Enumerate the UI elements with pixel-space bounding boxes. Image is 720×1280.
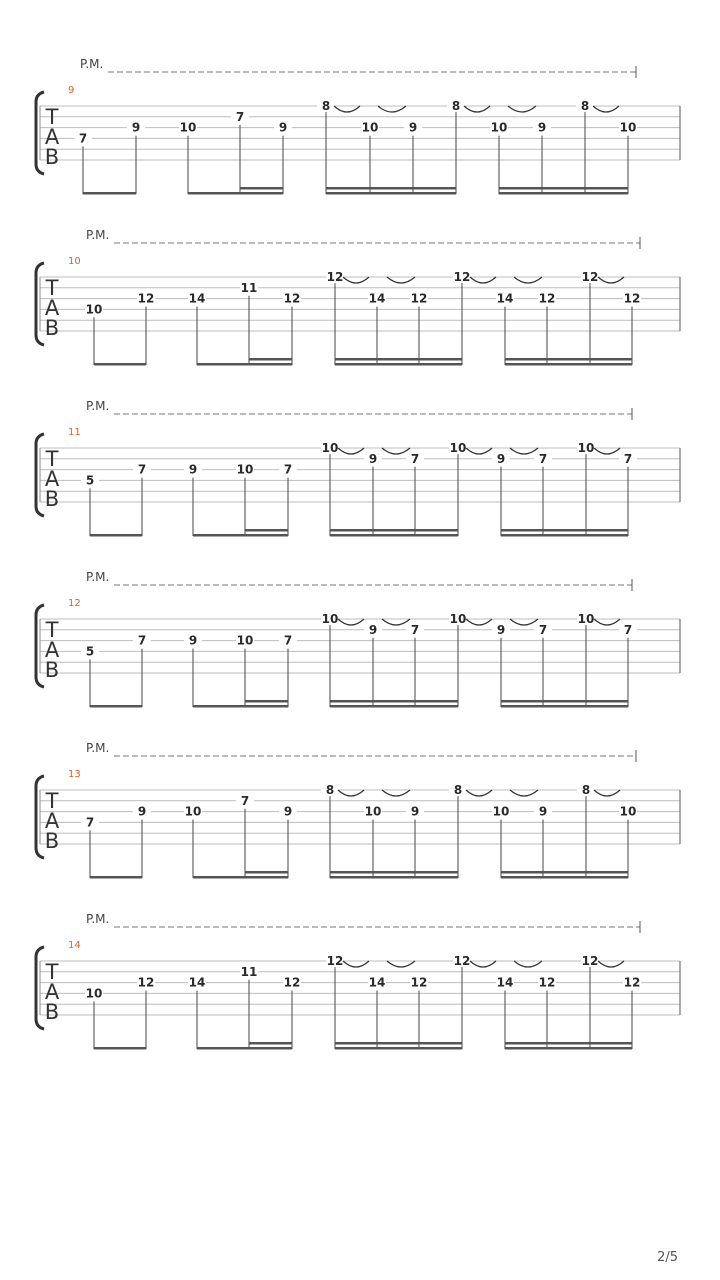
measure-number: 13 (68, 769, 81, 780)
fret-number: 7 (410, 622, 420, 637)
measure-number: 11 (68, 427, 81, 438)
beam (326, 192, 456, 195)
fret-number: 10 (236, 462, 254, 477)
fret-number: 9 (368, 622, 378, 637)
tie-arc (598, 961, 624, 967)
beam-secondary (335, 1042, 462, 1045)
fret-number: 10 (184, 804, 202, 819)
palm-mute-label: P.M. (80, 57, 104, 71)
beam (501, 705, 628, 708)
fret-number: 12 (326, 954, 344, 968)
beam-secondary (335, 358, 462, 361)
beam (197, 1047, 292, 1050)
tab-clef-letter: A (44, 467, 60, 491)
fret-number: 7 (623, 451, 633, 466)
measure-number: 12 (68, 598, 81, 609)
tie-arc (338, 619, 364, 625)
fret-number: 12 (137, 291, 155, 306)
tie-arc (598, 277, 624, 283)
tab-clef-letter: T (45, 276, 59, 300)
fret-number: 7 (623, 622, 633, 637)
tie-arc (378, 106, 406, 112)
tab-clef-letter: A (44, 638, 60, 662)
tie-arc (343, 277, 369, 283)
fret-number: 7 (283, 633, 293, 648)
fret-number: 9 (131, 120, 141, 135)
fret-number: 7 (538, 622, 548, 637)
fret-number: 12 (581, 270, 599, 284)
fret-number: 7 (283, 462, 293, 477)
fret-number: 10 (449, 612, 467, 626)
fret-number: 8 (580, 99, 590, 113)
tab-system (36, 912, 680, 1050)
beam-secondary (330, 700, 458, 703)
fret-number: 8 (581, 783, 591, 797)
tie-arc (334, 106, 360, 112)
beam-secondary (326, 187, 456, 190)
beam-secondary (245, 700, 288, 703)
tab-clef-letter: B (44, 829, 60, 853)
tab-clef-letter: A (44, 125, 60, 149)
tie-arc (466, 619, 492, 625)
beam-secondary (330, 529, 458, 532)
beam (501, 534, 628, 537)
tie-arc (382, 790, 410, 796)
fret-number: 7 (410, 451, 420, 466)
fret-number: 12 (623, 975, 641, 990)
fret-number: 11 (240, 964, 258, 979)
fret-number: 14 (188, 975, 206, 990)
fret-number: 9 (137, 804, 147, 819)
tie-arc (510, 619, 538, 625)
fret-number: 10 (321, 441, 339, 455)
palm-mute-label: P.M. (86, 228, 110, 242)
fret-number: 5 (85, 644, 95, 659)
beam (197, 363, 292, 366)
tie-arc (514, 961, 542, 967)
fret-number: 7 (235, 109, 245, 124)
fret-number: 12 (410, 291, 428, 306)
fret-number: 12 (283, 291, 301, 306)
beam (188, 192, 283, 195)
beam (83, 192, 136, 195)
beam-secondary (330, 871, 458, 874)
fret-number: 7 (240, 793, 250, 808)
fret-number: 9 (408, 120, 418, 135)
fret-number: 10 (619, 120, 637, 135)
beam (90, 534, 142, 537)
tab-clef-letter: B (44, 487, 60, 511)
fret-number: 12 (137, 975, 155, 990)
measure-number: 10 (68, 256, 81, 267)
measure-number: 14 (68, 940, 81, 951)
tie-arc (338, 790, 364, 796)
beam (94, 1047, 146, 1050)
fret-number: 7 (137, 633, 147, 648)
beam-secondary (249, 358, 292, 361)
tab-system (36, 399, 680, 537)
tab-clef-letter: B (44, 145, 60, 169)
tab-system (36, 741, 680, 879)
fret-number: 10 (364, 804, 382, 819)
fret-number: 7 (78, 131, 88, 146)
fret-number: 8 (325, 783, 335, 797)
beam (335, 363, 462, 366)
beam-secondary (501, 529, 628, 532)
tie-arc (514, 277, 542, 283)
fret-number: 10 (179, 120, 197, 135)
tie-arc (466, 790, 492, 796)
fret-number: 7 (85, 815, 95, 830)
tie-arc (387, 961, 415, 967)
fret-number: 8 (321, 99, 331, 113)
tab-clef-letter: T (45, 960, 59, 984)
tab-clef-letter: T (45, 447, 59, 471)
fret-number: 9 (410, 804, 420, 819)
fret-number: 9 (368, 451, 378, 466)
fret-number: 14 (368, 975, 386, 990)
fret-number: 12 (283, 975, 301, 990)
tab-clef-letter: A (44, 980, 60, 1004)
tab-system (36, 228, 680, 366)
fret-number: 10 (236, 633, 254, 648)
fret-number: 10 (577, 441, 595, 455)
fret-number: 14 (496, 291, 514, 306)
beam-secondary (245, 529, 288, 532)
tab-clef-letter: T (45, 618, 59, 642)
fret-number: 9 (188, 462, 198, 477)
fret-number: 8 (453, 783, 463, 797)
fret-number: 10 (449, 441, 467, 455)
tie-arc (510, 790, 538, 796)
palm-mute-label: P.M. (86, 570, 110, 584)
tab-clef-letter: B (44, 658, 60, 682)
fret-number: 14 (188, 291, 206, 306)
tab-clef-letter: B (44, 1000, 60, 1024)
fret-number: 10 (619, 804, 637, 819)
fret-number: 12 (453, 954, 471, 968)
fret-number: 12 (453, 270, 471, 284)
tie-arc (338, 448, 364, 454)
tie-arc (382, 448, 410, 454)
fret-number: 12 (410, 975, 428, 990)
fret-number: 12 (326, 270, 344, 284)
fret-number: 10 (85, 302, 103, 317)
measure-number: 9 (68, 85, 75, 96)
fret-number: 12 (623, 291, 641, 306)
beam (90, 876, 142, 879)
fret-number: 10 (321, 612, 339, 626)
beam (335, 1047, 462, 1050)
beam-secondary (505, 358, 632, 361)
tab-clef-letter: A (44, 809, 60, 833)
beam (505, 363, 632, 366)
fret-number: 12 (581, 954, 599, 968)
beam (501, 876, 628, 879)
tab-system (36, 570, 680, 708)
fret-number: 8 (451, 99, 461, 113)
beam (330, 876, 458, 879)
tie-arc (470, 277, 496, 283)
fret-number: 9 (188, 633, 198, 648)
palm-mute-label: P.M. (86, 399, 110, 413)
palm-mute-label: P.M. (86, 912, 110, 926)
fret-number: 7 (538, 451, 548, 466)
tie-arc (594, 790, 620, 796)
fret-number: 9 (537, 120, 547, 135)
tie-arc (464, 106, 490, 112)
tab-system (36, 57, 680, 195)
tie-arc (510, 448, 538, 454)
tie-arc (593, 106, 619, 112)
fret-number: 10 (492, 804, 510, 819)
beam-secondary (505, 1042, 632, 1045)
beam-secondary (501, 871, 628, 874)
beam (330, 705, 458, 708)
palm-mute-label: P.M. (86, 741, 110, 755)
fret-number: 11 (240, 280, 258, 295)
beam (499, 192, 628, 195)
fret-number: 10 (490, 120, 508, 135)
page-number: 2/5 (657, 1250, 678, 1265)
fret-number: 9 (283, 804, 293, 819)
beam (193, 705, 288, 708)
tab-clef-letter: A (44, 296, 60, 320)
tie-arc (466, 448, 492, 454)
beam-secondary (245, 871, 288, 874)
tab-clef-letter: T (45, 105, 59, 129)
beam-secondary (249, 1042, 292, 1045)
fret-number: 9 (278, 120, 288, 135)
beam (90, 705, 142, 708)
tie-arc (470, 961, 496, 967)
tie-arc (594, 619, 620, 625)
fret-number: 14 (368, 291, 386, 306)
fret-number: 9 (496, 622, 506, 637)
fret-number: 9 (538, 804, 548, 819)
fret-number: 5 (85, 473, 95, 488)
fret-number: 12 (538, 291, 556, 306)
tie-arc (343, 961, 369, 967)
tie-arc (594, 448, 620, 454)
beam (94, 363, 146, 366)
beam-secondary (501, 700, 628, 703)
fret-number: 12 (538, 975, 556, 990)
fret-number: 7 (137, 462, 147, 477)
tie-arc (508, 106, 536, 112)
tie-arc (382, 619, 410, 625)
beam-secondary (499, 187, 628, 190)
fret-number: 9 (496, 451, 506, 466)
beam (330, 534, 458, 537)
tie-arc (387, 277, 415, 283)
beam (505, 1047, 632, 1050)
fret-number: 10 (577, 612, 595, 626)
beam (193, 534, 288, 537)
fret-number: 14 (496, 975, 514, 990)
tab-clef-letter: T (45, 789, 59, 813)
beam-secondary (240, 187, 283, 190)
tab-clef-letter: B (44, 316, 60, 340)
fret-number: 10 (361, 120, 379, 135)
beam (193, 876, 288, 879)
fret-number: 10 (85, 986, 103, 1001)
